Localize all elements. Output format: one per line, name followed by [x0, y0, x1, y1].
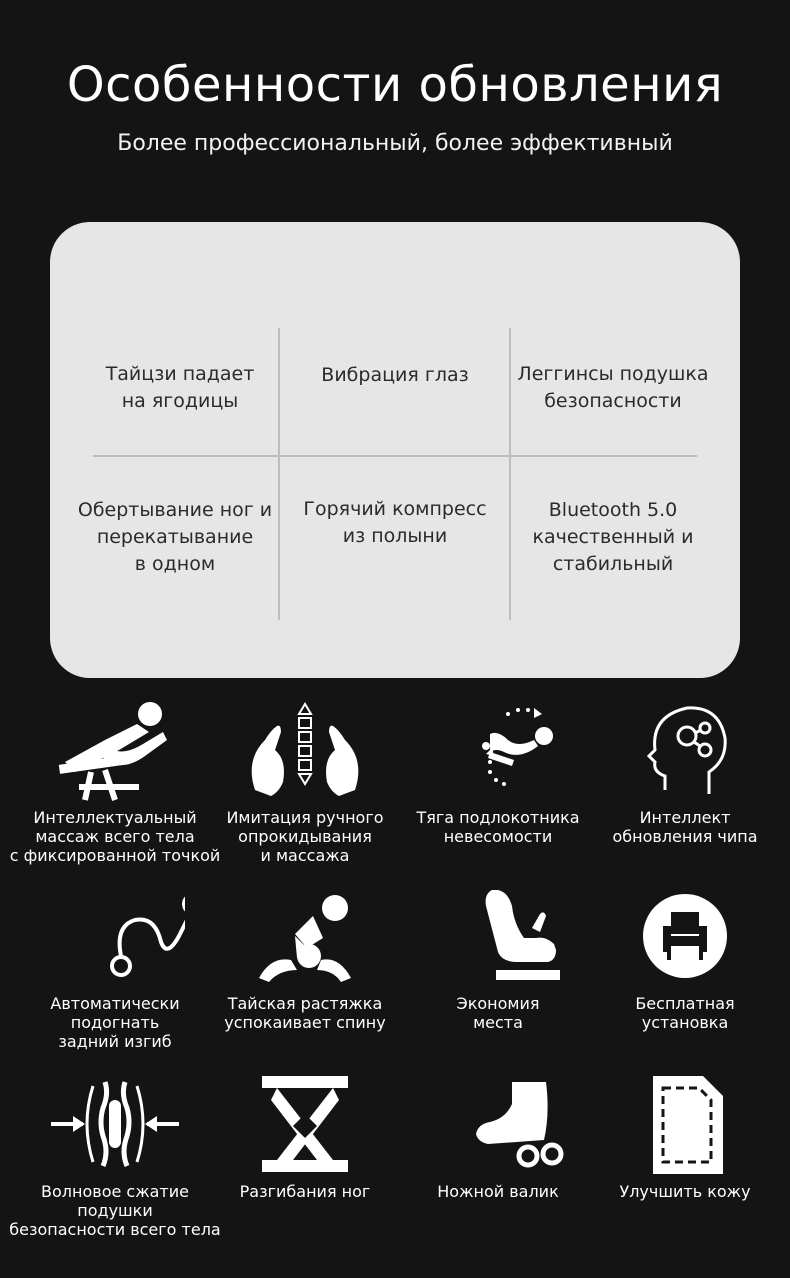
feature-label: Тайская растяжка успокаивает спину [224, 994, 386, 1032]
feature-label: Ножной валик [437, 1182, 559, 1201]
card-cell-leg-wrap: Обертывание ног и перекатывание в одном [77, 498, 273, 575]
card-cell-hot-compress: Горячий компресс из полыни [303, 498, 487, 547]
feature-label: Разгибания ног [239, 1182, 371, 1201]
feature-item [570, 886, 790, 1032]
page-title: Особенности обновления [66, 57, 724, 113]
feature-label: Интеллект обновления чипа [612, 808, 758, 846]
feature-item [570, 1074, 790, 1201]
armchair-circle-icon [615, 886, 755, 994]
grid-divider-horizontal [93, 455, 697, 457]
thai-stretch-icon [235, 886, 375, 994]
hands-kneading-icon [235, 700, 375, 808]
skin-card-icon [615, 1074, 755, 1182]
page-subtitle: Более профессиональный, более эффективный [117, 131, 673, 156]
feature-label: Тяга подлокотника невесомости [416, 808, 580, 846]
feature-label: Улучшить кожу [619, 1182, 751, 1201]
s-curve-track-icon [45, 886, 185, 994]
space-saving-chair-icon [428, 886, 568, 994]
zero-gravity-icon [428, 700, 568, 808]
card-cell-taiji: Тайцзи падает на ягодицы [105, 363, 255, 412]
card-cell-bluetooth: Bluetooth 5.0 качественный и стабильный [532, 498, 694, 575]
card-cell-leggings-airbag: Леггинсы подушка безопасности [517, 363, 709, 412]
head-chip-icon [615, 700, 755, 808]
massage-chair-icon [45, 700, 185, 808]
wave-compression-icon [45, 1074, 185, 1182]
feature-item [570, 700, 790, 846]
feature-label: Экономия места [456, 994, 540, 1032]
feature-label: Бесплатная установка [635, 994, 735, 1032]
card-cell-eye-vibration: Вибрация глаз [321, 363, 469, 386]
feature-label: Имитация ручного опрокидывания и массажа [226, 808, 384, 865]
feature-label: Автоматически подогнать задний изгиб [50, 994, 180, 1051]
leg-stretch-icon [235, 1074, 375, 1182]
upgrade-features-card [50, 222, 740, 678]
feature-label: Волновое сжатие подушки безопасности всего тела [9, 1182, 221, 1239]
foot-roller-icon [428, 1074, 568, 1182]
feature-label: Интеллектуальный массаж всего тела с фиксированной точкой [9, 808, 221, 865]
